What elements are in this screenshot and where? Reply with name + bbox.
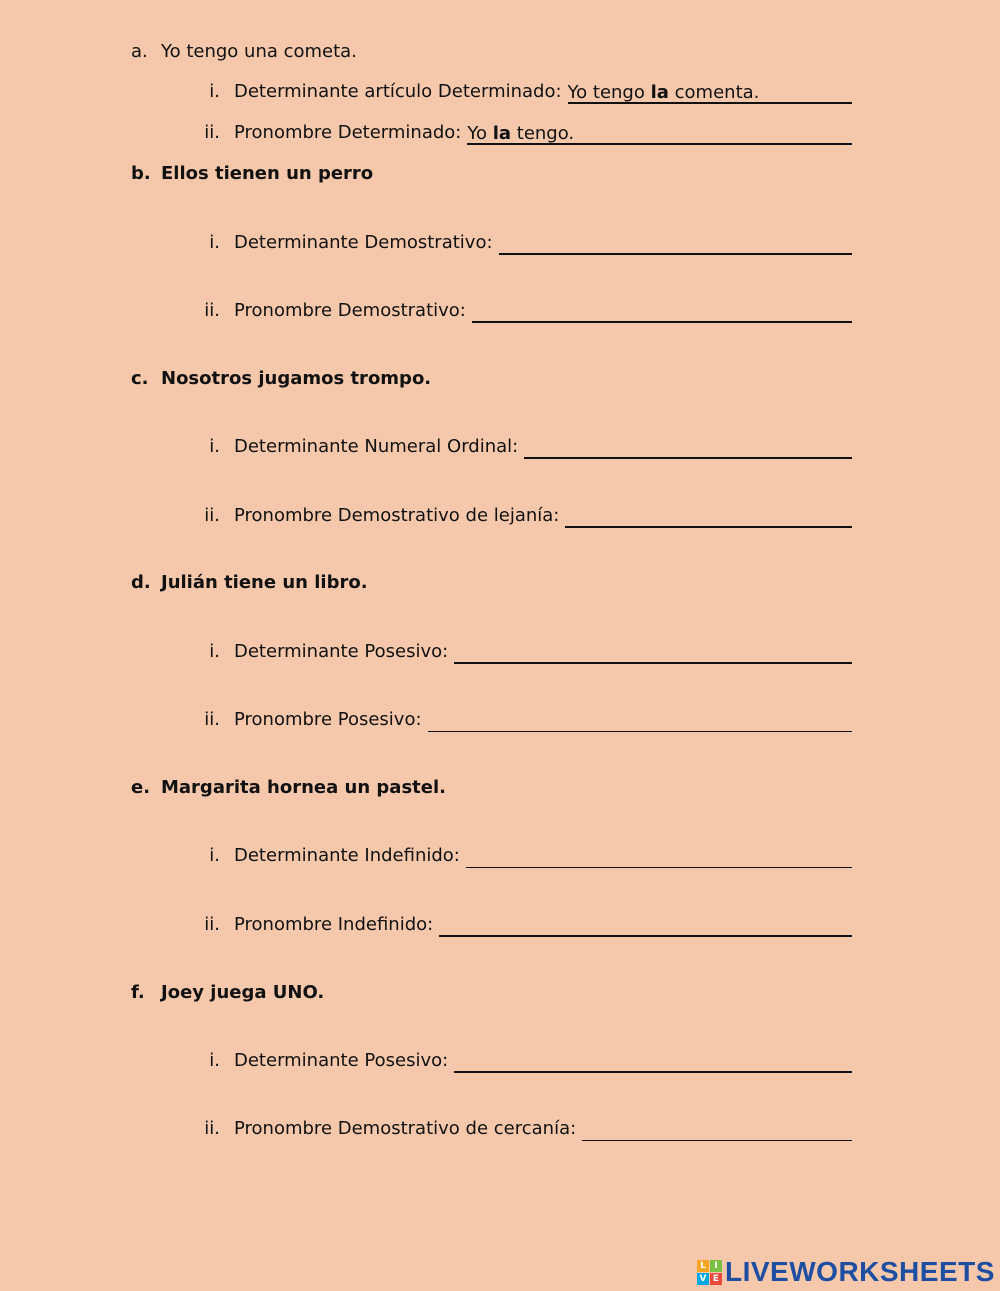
question-e-item-i [185,844,852,868]
item-label: Determinante Indefinido: [234,845,460,866]
item-number: i. [209,436,220,457]
question-b [131,162,373,186]
question-sentence: Nosotros jugamos trompo. [161,368,432,389]
answer-text: Yo tengo la comenta. [567,82,760,103]
question-letter: d. [131,572,151,593]
question-a [131,40,357,64]
question-d [131,571,368,595]
answer-field[interactable] [582,1120,852,1141]
item-label: Pronombre Demostrativo de lejanía: [234,505,560,526]
item-number: ii. [204,914,220,935]
question-b-item-ii [185,299,852,323]
question-d-item-i [185,640,852,664]
question-letter: a. [131,41,148,62]
question-letter: b. [131,163,151,184]
answer-text: Yo la tengo. [467,123,575,144]
logo-block: L [697,1260,709,1272]
question-e-item-ii [185,913,852,937]
question-sentence: Yo tengo una cometa. [161,41,357,62]
answer-field[interactable] [524,437,852,459]
item-label: Pronombre Indefinido: [234,914,434,935]
logo-blocks-icon [697,1260,722,1285]
question-d-item-ii [185,708,852,732]
logo-block: E [710,1273,722,1285]
answer-field[interactable] [454,642,852,664]
question-f-item-i [185,1049,852,1073]
question-c-item-i [185,435,852,459]
item-number: ii. [204,300,220,321]
answer-field[interactable] [499,233,852,255]
answer-field[interactable] [428,711,852,732]
question-e [131,776,446,800]
question-letter: f. [131,982,145,1003]
item-label: Pronombre Demostrativo de cercanía: [234,1118,577,1139]
question-sentence: Margarita hornea un pastel. [161,777,446,798]
question-a-item-i [185,80,852,104]
question-f [131,981,324,1005]
question-c [131,367,431,391]
item-label: Determinante Posesivo: [234,641,449,662]
item-label: Determinante Numeral Ordinal: [234,436,519,457]
answer-field[interactable] [467,123,852,145]
logo-block: V [697,1273,709,1285]
liveworksheets-logo[interactable] [697,1256,995,1288]
item-number: ii. [204,505,220,526]
answer-field[interactable] [472,301,852,323]
question-a-item-ii [185,121,852,145]
item-number: i. [209,81,220,102]
answer-field[interactable] [466,847,852,868]
question-letter: c. [131,368,149,389]
item-number: ii. [204,709,220,730]
question-f-item-ii [185,1117,852,1141]
answer-field[interactable] [568,82,852,104]
answer-field[interactable] [454,1051,852,1073]
question-sentence: Ellos tienen un perro [161,163,374,184]
logo-text: LIVEWORKSHEETS [725,1256,995,1287]
item-label: Pronombre Determinado: [234,122,462,143]
question-sentence: Julián tiene un libro. [161,572,368,593]
item-number: i. [209,1050,220,1071]
question-letter: e. [131,777,151,798]
question-c-item-ii [185,504,852,528]
question-b-item-i [185,231,852,255]
item-label: Determinante Demostrativo: [234,232,493,253]
item-number: ii. [204,122,220,143]
item-number: i. [209,641,220,662]
item-label: Pronombre Posesivo: [234,709,422,730]
answer-field[interactable] [439,915,852,937]
item-number: i. [209,845,220,866]
answer-field[interactable] [565,506,852,528]
question-sentence: Joey juega UNO. [161,982,325,1003]
item-number: ii. [204,1118,220,1139]
item-label: Determinante Posesivo: [234,1050,449,1071]
item-number: i. [209,232,220,253]
item-label: Determinante artículo Determinado: [234,81,562,102]
logo-block: I [710,1260,722,1272]
item-label: Pronombre Demostrativo: [234,300,466,321]
